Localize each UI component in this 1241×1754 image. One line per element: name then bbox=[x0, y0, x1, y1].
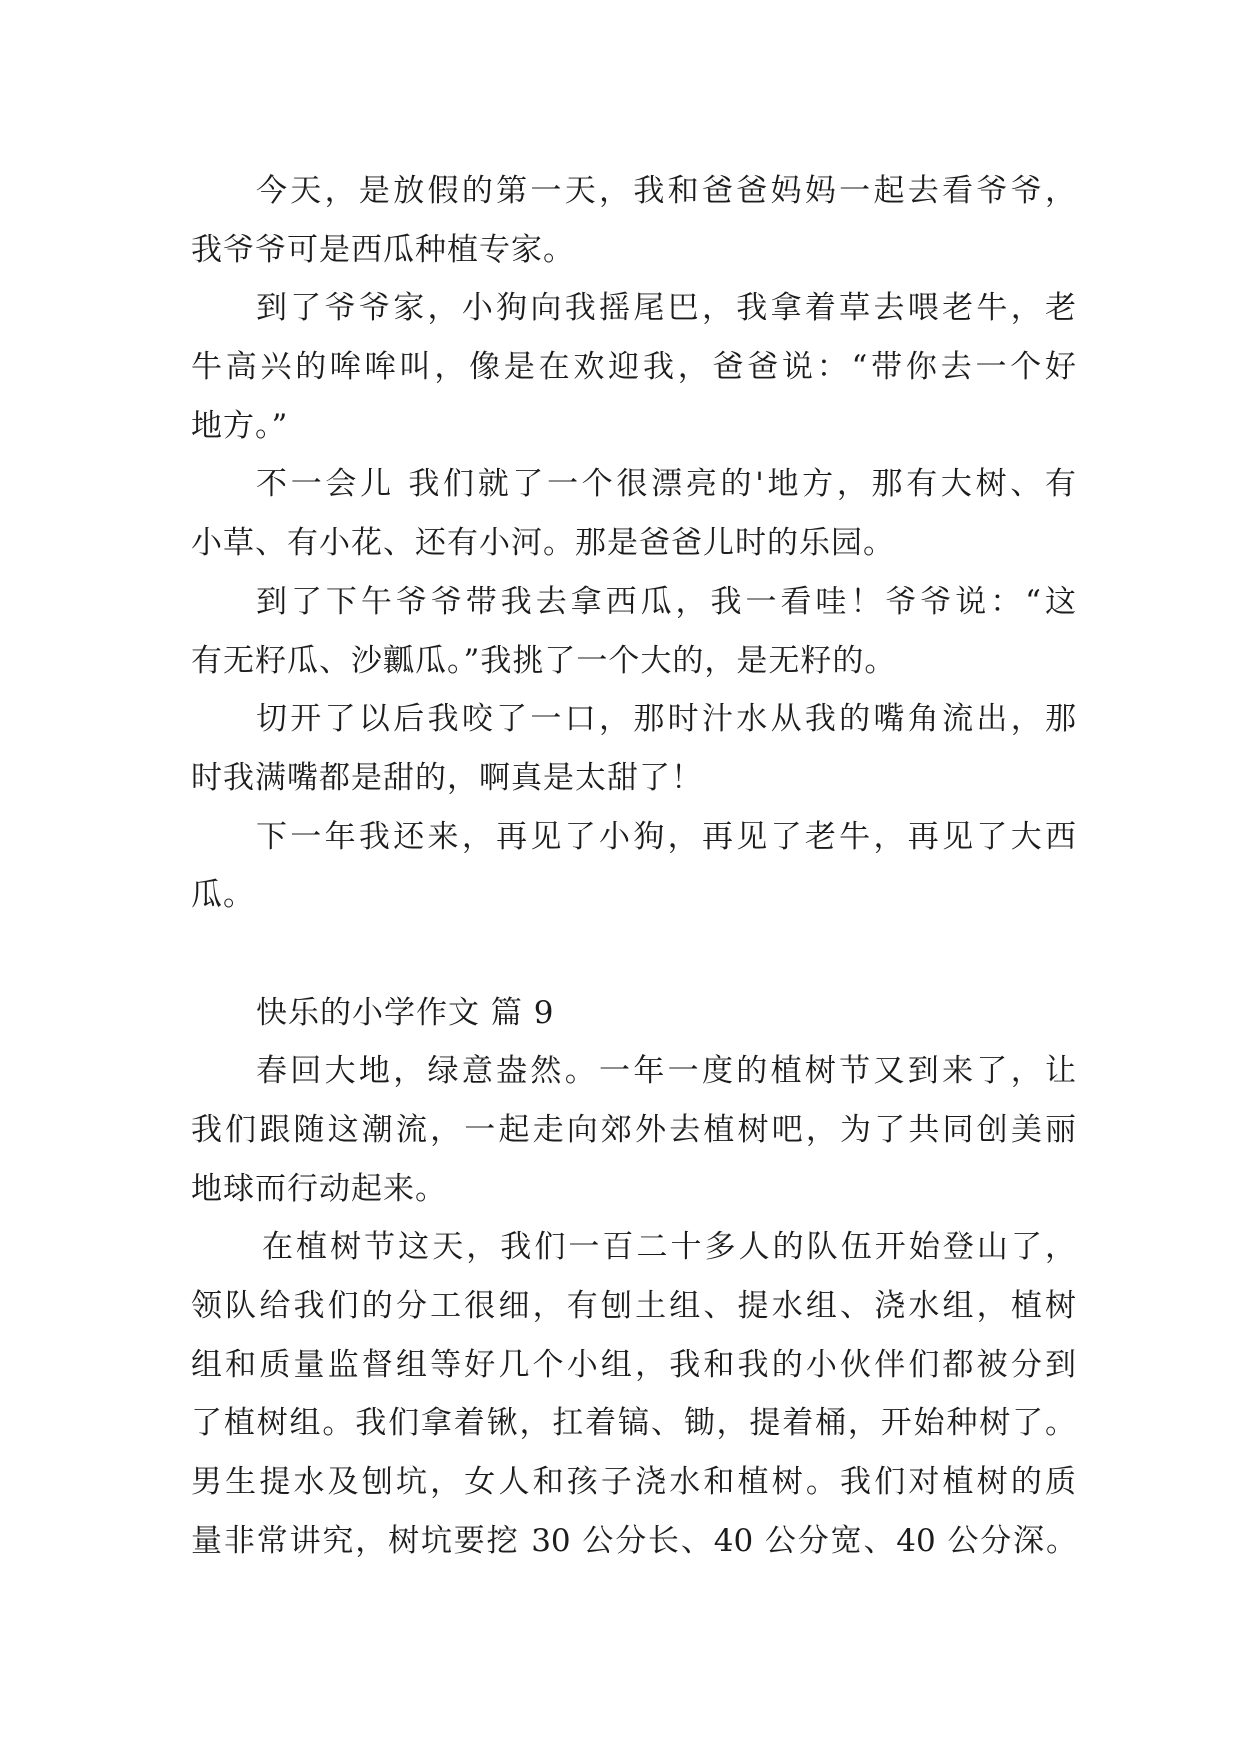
text-line: 时我满嘴都是甜的，啊真是太甜了！ bbox=[191, 759, 703, 796]
text-line: 瓜。 bbox=[191, 877, 255, 914]
text-line: 量非常讲究，树坑要挖 30 公分长、40 公分宽、40 公分深。 bbox=[191, 1522, 1077, 1559]
paragraph bbox=[191, 690, 1077, 807]
text-line: 春回大地，绿意盎然。一年一度的植树节又到来了，让 bbox=[256, 1053, 1077, 1090]
text-line: 地球而行动起来。 bbox=[191, 1170, 447, 1207]
paragraph bbox=[191, 573, 1077, 690]
blank-line bbox=[191, 925, 1077, 984]
paragraph bbox=[191, 1042, 1077, 1218]
text-line: 到了下午爷爷带我去拿西瓜，我一看哇！爷爷说：“这 bbox=[256, 583, 1077, 620]
text-line: 有无籽瓜、沙瓤瓜。”我挑了一个大的，是无籽的。 bbox=[191, 642, 897, 679]
text-line: 不一会儿 我们就了一个很漂亮的'地方，那有大树、有 bbox=[256, 466, 1077, 503]
text-line: 地方。” bbox=[191, 407, 289, 444]
paragraph bbox=[191, 1218, 1077, 1570]
paragraph bbox=[191, 455, 1077, 572]
paragraph bbox=[191, 279, 1077, 455]
text-line: 到了爷爷家，小狗向我摇尾巴，我拿着草去喂老牛，老 bbox=[256, 290, 1077, 327]
text-line: 了植树组。我们拿着锹，扛着镐、锄，提着桶，开始种树了。 bbox=[191, 1405, 1077, 1442]
text-line: 领队给我们的分工很细，有刨土组、提水组、浇水组，植树 bbox=[191, 1288, 1077, 1325]
text-line: 切开了以后我咬了一口，那时汁水从我的嘴角流出，那 bbox=[256, 701, 1077, 738]
text-line: 在植树节这天，我们一百二十多人的队伍开始登山了， bbox=[262, 1229, 1077, 1266]
text-line: 我们跟随这潮流，一起走向郊外去植树吧，为了共同创美丽 bbox=[191, 1112, 1077, 1148]
text-line: 下一年我还来，再见了小狗，再见了老牛，再见了大西 bbox=[256, 818, 1077, 855]
text-line: 组和质量监督组等好几个小组，我和我的小伙伴们都被分到 bbox=[191, 1346, 1077, 1383]
paragraph bbox=[191, 162, 1077, 279]
text-line: 今天，是放假的第一天，我和爸爸妈妈一起去看爷爷， bbox=[256, 173, 1077, 209]
section-title: 快乐的小学作文 篇 9 bbox=[256, 994, 555, 1031]
text-line: 牛高兴的哞哞叫，像是在欢迎我，爸爸说：“带你去一个好 bbox=[191, 349, 1077, 386]
text-line: 男生提水及刨坑，女人和孩子浇水和植树。我们对植树的质 bbox=[191, 1464, 1077, 1501]
text-line: 小草、有小花、还有小河。那是爸爸儿时的乐园。 bbox=[191, 525, 895, 562]
document-body bbox=[191, 162, 1077, 1571]
text-line: 我爷爷可是西瓜种植专家。 bbox=[191, 231, 575, 268]
paragraph bbox=[191, 808, 1077, 925]
